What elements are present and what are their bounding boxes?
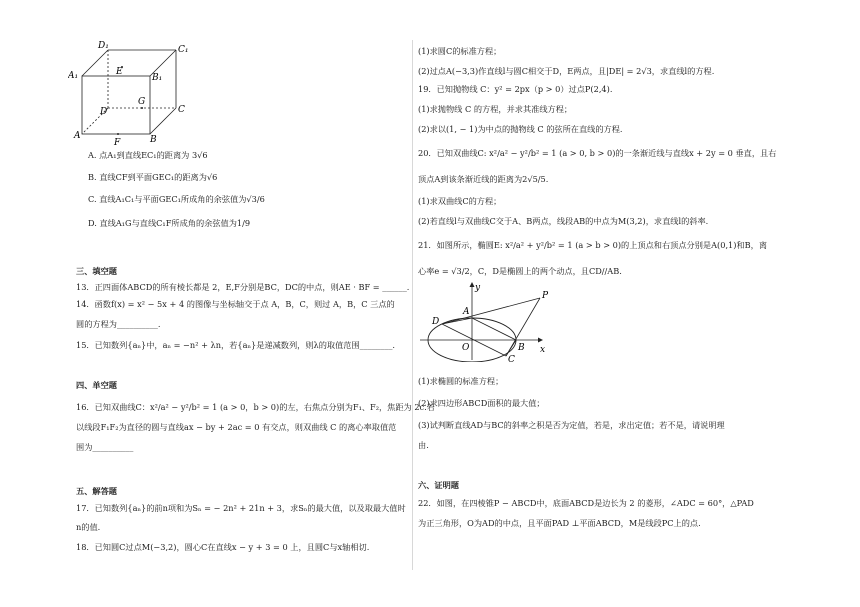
q21-part-2: (2)求四边形ABCD面积的最大值； (418, 398, 545, 408)
question-16-line-2: 以线段F₁F₂为直径的圆与直线ax − by + 2ac = 0 有交点，则双曲线 C 的离心率取值范 (76, 422, 397, 432)
cube-label-b1: B₁ (152, 73, 163, 83)
cube-label-f: F (114, 138, 121, 146)
question-14-line-2: 圆的方程为__________. (76, 319, 161, 329)
column-divider (412, 40, 413, 570)
question-20-line-2: 顶点A到该条渐近线的距离为2√5/5. (418, 174, 549, 184)
cube-label-c: C (178, 105, 185, 115)
ellipse-label-c: C (508, 355, 515, 362)
question-17-line-2: n的值. (76, 522, 101, 532)
ellipse-label-b: B (518, 343, 525, 353)
section-single-blank-heading: 四、单空题 (76, 380, 117, 390)
question-21-line-1: 21．如图所示，椭圆E: x²/a² + y²/b² = 1 (a > b > 0)的上顶点和右顶点分别是A(0,1)和B，离 (418, 240, 768, 250)
cube-figure (68, 38, 198, 146)
ellipse-label-p: P (542, 291, 549, 301)
option-a: A. 点A₁到直线EC₁的距离为 3√6 (88, 150, 208, 160)
cube-label-d: D (100, 107, 108, 117)
cube-label-b: B (150, 135, 157, 145)
question-16-line-1: 16．已知双曲线C：x²/a² − y²/b² = 1 (a > 0，b > 0)的左，右焦点分别为F₁、F₂，焦距为 2c.若 (76, 402, 435, 412)
question-18: 18．已知圆C过点M(−3,2)，圆心C在直线x − y + 3 = 0 上，且圆C与x轴相切. (76, 542, 370, 552)
option-c: C. 直线A₁C₁与平面GEC₁所成角的余弦值为√3/6 (88, 194, 265, 204)
section-answer-heading: 五、解答题 (76, 486, 117, 496)
question-20-line-1: 20．已知双曲线C: x²/a² − y²/b² = 1 (a > 0, b > 0)的一条渐近线与直线x + 2y = 0 垂直，且右 (418, 148, 777, 158)
ellipse-label-o: O (462, 343, 470, 353)
q21-part-1: (1)求椭圆的标准方程； (418, 376, 504, 386)
q18-part-1: (1)求圆C的标准方程； (418, 46, 502, 56)
question-16-line-3: 围为__________ (76, 442, 134, 452)
q19-part-2: (2)求以(1, − 1)为中点的抛物线 C 的弦所在直线的方程. (418, 124, 623, 134)
q20-part-1: (1)求双曲线C的方程； (418, 196, 502, 206)
q18-part-2: (2)过点A(−3,3)作直线l与圆C相交于D，E两点，且|DE| = 2√3，求直线l的方程. (418, 66, 715, 76)
ellipse-label-y: y (475, 283, 481, 293)
ellipse-label-x: x (540, 345, 546, 355)
q19-part-1: (1)求抛物线 C 的方程，并求其准线方程； (418, 104, 573, 114)
ellipse-figure (420, 280, 550, 362)
ellipse-label-a: A (463, 307, 470, 317)
question-15: 15．已知数列{aₙ}中，aₙ = −n² + λn，若{aₙ}是递减数列，则λ的取值范围________. (76, 340, 396, 350)
question-21-line-2: 心率e = √3/2，C，D是椭圆上的两个动点，且CD//AB. (418, 266, 622, 276)
section-fill-blank-heading: 三、填空题 (76, 266, 117, 276)
cube-label-g: G (138, 97, 146, 107)
cube-label-a1: A₁ (68, 71, 79, 81)
option-d: D. 直线A₁G与直线C₁F所成角的余弦值为1/9 (88, 218, 251, 228)
cube-label-c1: C₁ (178, 45, 189, 55)
q20-part-2: (2)若直线l与双曲线C交于A、B两点，线段AB的中点为M(3,2)，求直线l的斜率. (418, 216, 709, 226)
question-13: 13．正四面体ABCD的所有棱长都是 2，E,F分别是BC，DC的中点，则AE · BF = ______. (76, 282, 410, 292)
question-22-line-2: 为正三角形，O为AD的中点，且平面PAD ⊥平面ABCD，M是线段PC上的点. (418, 518, 701, 528)
question-17-line-1: 17．已知数列{aₙ}的前n项和为Sₙ = − 2n² + 21n + 3，求Sₙ的最大值，以及取最大值时 (76, 503, 406, 513)
question-19: 19．已知抛物线 C：y² = 2px（p > 0）过点P(2,4). (418, 84, 613, 94)
cube-label-a: A (74, 131, 81, 141)
q21-part-3-line-2: 由. (418, 440, 429, 450)
question-22-line-1: 22．如图，在四棱锥P − ABCD中，底面ABCD是边长为 2 的菱形，∠ADC = 60°，△PAD (418, 498, 754, 508)
question-14-line-1: 14．函数f(x) = x² − 5x + 4 的图像与坐标轴交于点 A，B，C，则过 A，B，C 三点的 (76, 299, 395, 309)
section-proof-heading: 六、证明题 (418, 480, 459, 490)
cube-label-d1: D₁ (98, 41, 109, 51)
option-b: B. 直线CF到平面GEC₁的距离为√6 (88, 172, 218, 182)
ellipse-label-d: D (432, 317, 440, 327)
q21-part-3-line-1: (3)试判断直线AD与BC的斜率之积是否为定值，若是，求出定值；若不是，请说明理 (418, 420, 725, 430)
cube-label-e: E (116, 67, 123, 77)
